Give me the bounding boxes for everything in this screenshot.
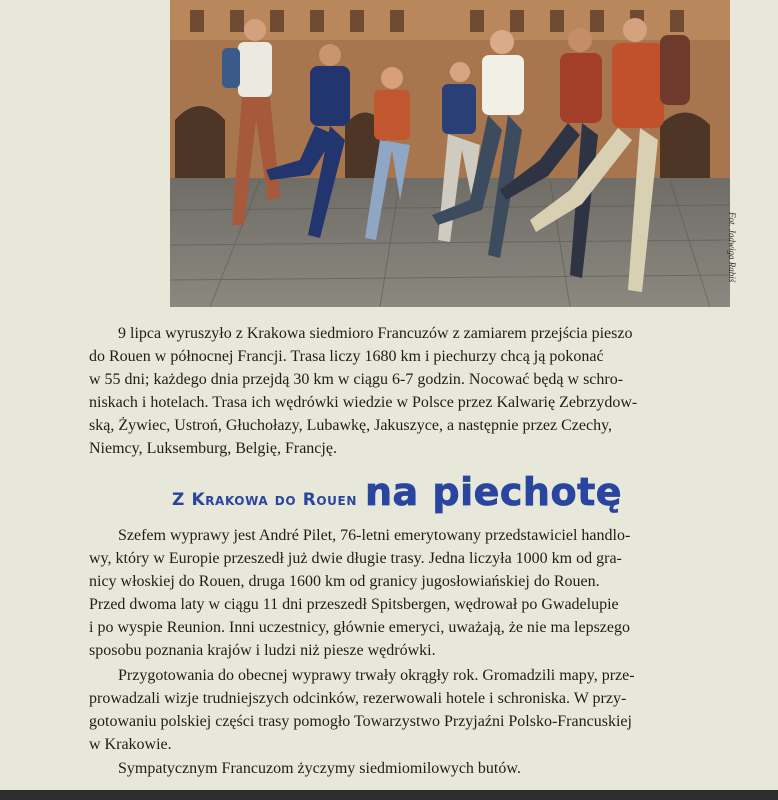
headline-big: na piechotę [364, 470, 623, 514]
article-headline [172, 470, 622, 514]
intro-line: ską, Żywiec, Ustroń, Głuchołazy, Lubawkę, Jakuszyce, a następnie przez Czechy, [89, 417, 613, 434]
body-line: i po wyspie Reunion. Inni uczestnicy, głównie emeryci, uważają, że nie ma lepszego [89, 619, 630, 636]
photo-illustration [170, 0, 730, 307]
body-line: prowadzali wizje trudniejszych odcinków, rezerwowali hotele i schroniska. W przy- [89, 690, 627, 707]
body-line: Przygotowania do obecnej wyprawy trwały okrągły rok. Gromadzili mapy, prze- [118, 667, 635, 684]
photo-credit: Fot. Jadwiga Rabiś [727, 212, 737, 283]
intro-line: Niemcy, Luksemburg, Belgię, Francję. [89, 440, 337, 457]
body-line: wy, który w Europie przeszedł już dwie długie trasy. Jedna liczyła 1000 km od gra- [89, 550, 622, 567]
intro-line: niskach i hotelach. Trasa ich wędrówki wiedzie w Polsce przez Kalwarię Zebrzydow- [89, 394, 638, 411]
intro-line: do Rouen w północnej Francji. Trasa liczy 1680 km i piechurzy chcą ją pokonać [89, 348, 604, 365]
body-line: Przed dwoma laty w ciągu 11 dni przeszedł Spitsbergen, wędrował po Gwadelupie [89, 596, 619, 613]
body-line: gotowaniu polskiej części trasy pomogło Towarzystwo Przyjaźni Polsko-Francuskiej [89, 713, 632, 730]
body-line: w Krakowie. [89, 736, 172, 753]
intro-line: w 55 dni; każdego dnia przejdą 30 km w ciągu 6-7 godzin. Nocować będą w schro- [89, 371, 624, 388]
intro-line: 9 lipca wyruszyło z Krakowa siedmioro Francuzów z zamiarem przejścia pieszo [118, 325, 633, 342]
hikers-photo [170, 0, 730, 307]
body-line: Sympatycznym Francuzom życzymy siedmiomilowych butów. [118, 760, 521, 777]
headline-small: Z Krakowa do Rouen [172, 490, 357, 510]
body-line: nicy włoskiej do Rouen, druga 1600 km od granicy jugosłowiańskiej do Rouen. [89, 573, 600, 590]
body-line: sposobu poznania krajów i ludzi niż piesze wędrówki. [89, 642, 436, 659]
page-bottom-edge [0, 790, 778, 800]
body-line: Szefem wyprawy jest André Pilet, 76-letni emerytowany przedstawiciel handlo- [118, 527, 631, 544]
